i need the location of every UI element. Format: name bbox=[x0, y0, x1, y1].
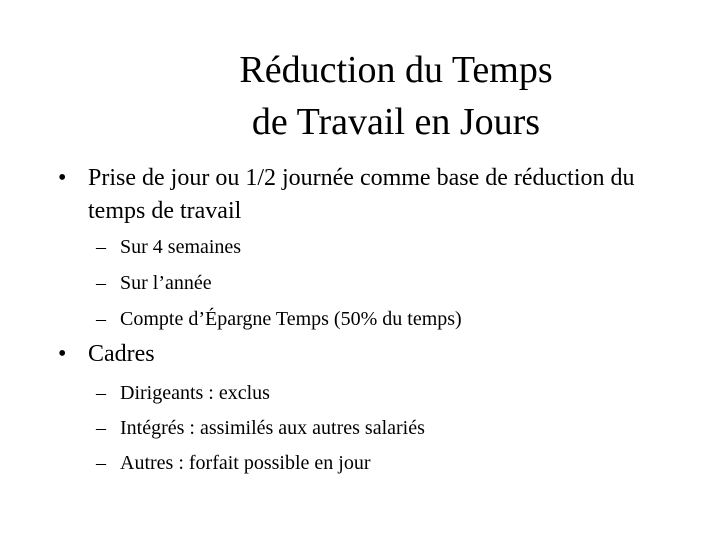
dash-icon: – bbox=[96, 382, 106, 404]
dash-icon: – bbox=[96, 452, 106, 474]
dash-icon: – bbox=[96, 236, 106, 258]
sub-bullet-text: Sur 4 semaines bbox=[120, 236, 242, 258]
sub-bullet-item bbox=[96, 415, 676, 441]
slide-title-line-2: de Travail en Jours bbox=[251, 101, 541, 143]
sub-bullet-item bbox=[96, 306, 676, 332]
bullet-icon: • bbox=[58, 165, 67, 191]
sub-bullet-item bbox=[96, 234, 676, 260]
bullet-text: Cadres bbox=[88, 341, 155, 367]
sub-bullet-item bbox=[96, 270, 676, 296]
slide-title bbox=[36, 44, 720, 148]
sub-bullet-text: Dirigeants : exclus bbox=[120, 382, 270, 404]
bullet-item bbox=[58, 162, 658, 228]
dash-icon: – bbox=[96, 272, 106, 294]
bullet-icon: • bbox=[58, 341, 67, 367]
sub-bullet-text: Sur l’année bbox=[120, 272, 212, 294]
bullet-text: Prise de jour ou 1/2 journée comme base de réduction du temps de travail bbox=[88, 165, 635, 224]
sub-bullet-text: Compte d’Épargne Temps (50% du temps) bbox=[120, 308, 462, 330]
sub-bullet-text: Intégrés : assimilés aux autres salariés bbox=[120, 417, 425, 439]
sub-bullet-text: Autres : forfait possible en jour bbox=[120, 452, 371, 474]
slide-title-line-1: Réduction du Temps bbox=[239, 49, 553, 91]
dash-icon: – bbox=[96, 308, 106, 330]
bullet-item bbox=[58, 338, 658, 371]
sub-bullet-item bbox=[96, 450, 676, 476]
sub-bullet-item bbox=[96, 380, 676, 406]
dash-icon: – bbox=[96, 417, 106, 439]
